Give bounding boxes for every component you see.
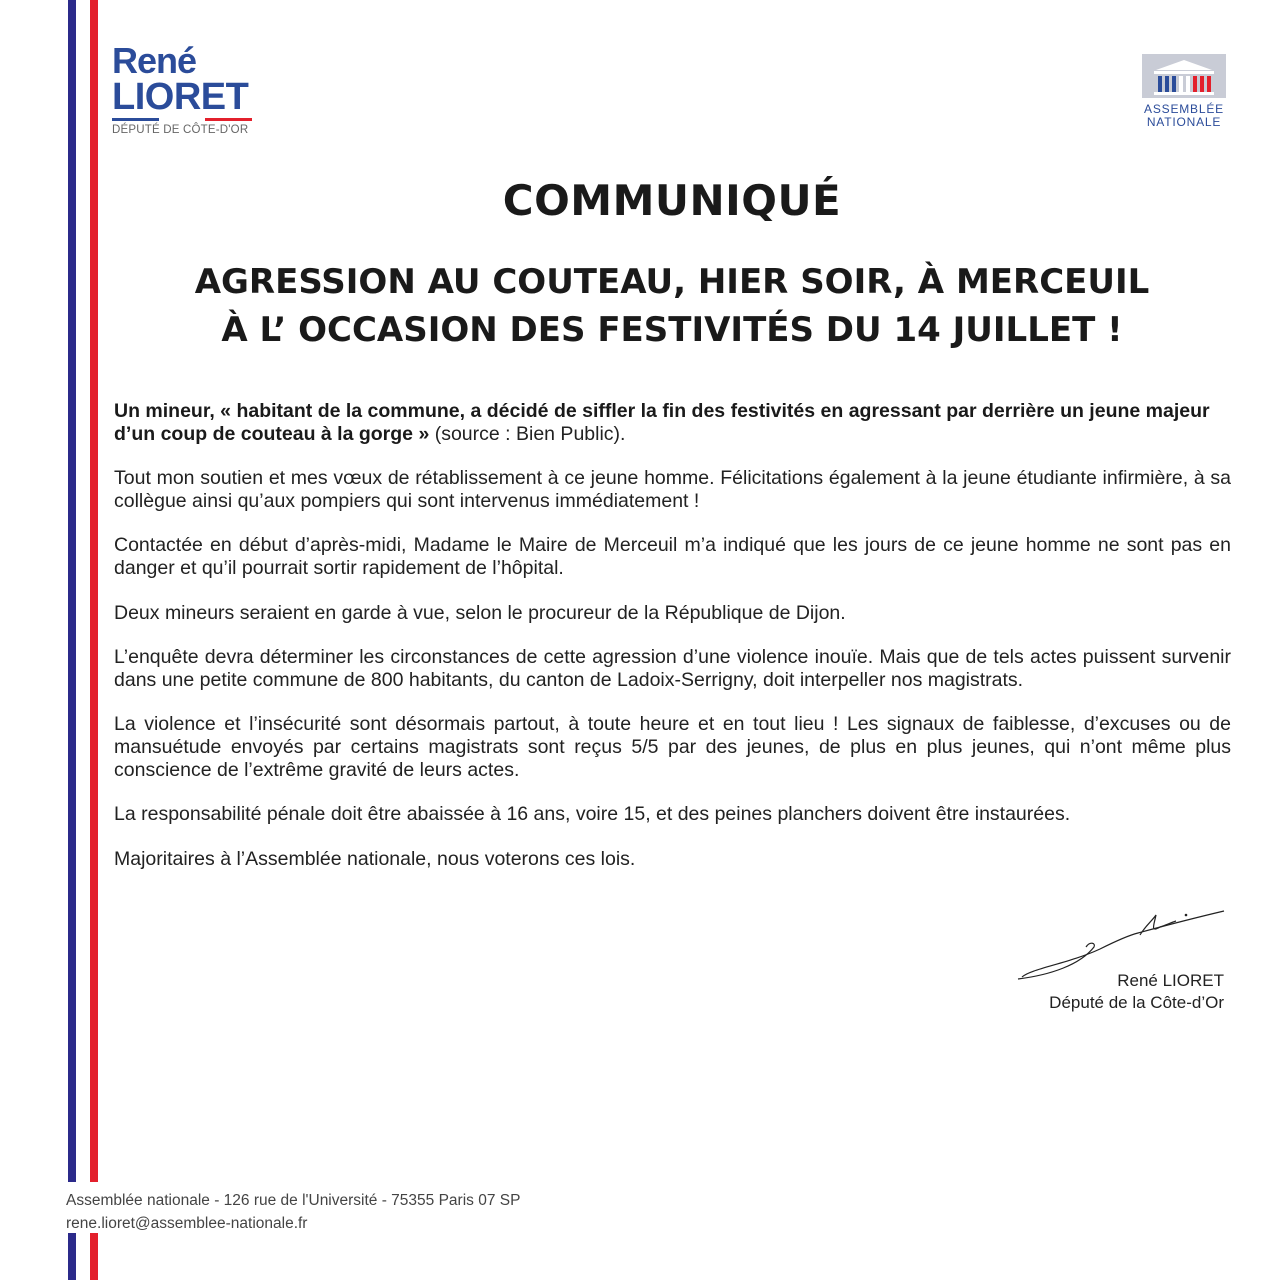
- logo-first-name: René: [112, 40, 197, 81]
- headline: [112, 258, 1232, 354]
- paragraph-1-bold: Un mineur, « habitant de la commune, a décidé de siffler la fin des festivités en agressant par derrière un jeune majeur d’un coup de couteau à la gorge »: [114, 400, 1210, 445]
- paragraph-1-source: (source : Bien Public).: [429, 422, 626, 445]
- logo-subtitle: DÉPUTÉ DE CÔTE-D'OR: [112, 124, 249, 136]
- footer-email: rene.lioret@assemblee-nationale.fr: [66, 1215, 308, 1232]
- paragraph-2: Tout mon soutien et mes vœux de rétablissement à ce jeune homme. Félicitations également à la jeune étudiante infirmière, à sa collègue ainsi qu’aux pompiers qui sont intervenus immédiatement !: [114, 467, 1231, 512]
- assembly-building-icon: [1142, 54, 1226, 98]
- signatory-role: Député de la Côte-d’Or: [1049, 993, 1224, 1012]
- flag-stripe-blue-bottom: [68, 1233, 76, 1280]
- footer: [66, 1189, 520, 1235]
- headline-line-1: AGRESSION AU COUTEAU, HIER SOIR, À MERCEUIL: [194, 262, 1150, 302]
- logo-last-name: LIORET: [112, 76, 249, 118]
- paragraph-7: La responsabilité pénale doit être abaissée à 16 ans, voire 15, et des peines planchers doivent être instaurées.: [114, 803, 1071, 826]
- footer-address: Assemblée nationale - 126 rue de l'Université - 75355 Paris 07 SP: [66, 1192, 521, 1209]
- assembly-label-2: NATIONALE: [1146, 115, 1222, 129]
- paragraph-6: La violence et l’insécurité sont désormais partout, à toute heure et en tout lieu ! Les signaux de faiblesse, d’excuses ou de mansuétude envoyés par certains magistrats sont reçus 5/5 par des jeunes, de plus en plus jeunes, qui n’ont même plus conscience de l’extrême gravité de leurs actes.: [114, 713, 1231, 781]
- paragraph-8: Majoritaires à l’Assemblée nationale, nous voterons ces lois.: [114, 847, 636, 870]
- flag-stripe-red-bottom: [90, 1233, 98, 1280]
- headline-line-2: À L’ OCCASION DES FESTIVITÉS DU 14 JUILLET !: [221, 310, 1123, 350]
- signature-block: [1049, 970, 1224, 1014]
- paragraph-4: Deux mineurs seraient en garde à vue, selon le procureur de la République de Dijon.: [114, 601, 846, 624]
- press-release-body: [114, 400, 1231, 892]
- assemblee-nationale-logo: [1140, 54, 1228, 129]
- logo-tricolor-bar: [112, 118, 252, 121]
- paragraph-5: L’enquête devra déterminer les circonstances de cette agression d’une violence inouïe. Mais que de tels actes puissent survenir dans une petite commune de 800 habitants, du canton de Ladoix-Serrigny, doit interpeller nos magistrats.: [114, 646, 1231, 691]
- paragraph-1: [114, 400, 1231, 445]
- page-title: COMMUNIQUÉ: [502, 176, 842, 225]
- flag-stripe-white-bottom: [76, 1233, 90, 1280]
- paragraph-3: Contactée en début d’après-midi, Madame le Maire de Merceuil m’a indiqué que les jours de ce jeune homme ne sont pas en danger et qu’il pourrait sortir rapidement de l’hôpital.: [114, 534, 1231, 579]
- signatory-name: René LIORET: [1117, 971, 1224, 990]
- deputy-logo: [112, 40, 262, 136]
- assembly-label-1: ASSEMBLÉE: [1144, 102, 1224, 116]
